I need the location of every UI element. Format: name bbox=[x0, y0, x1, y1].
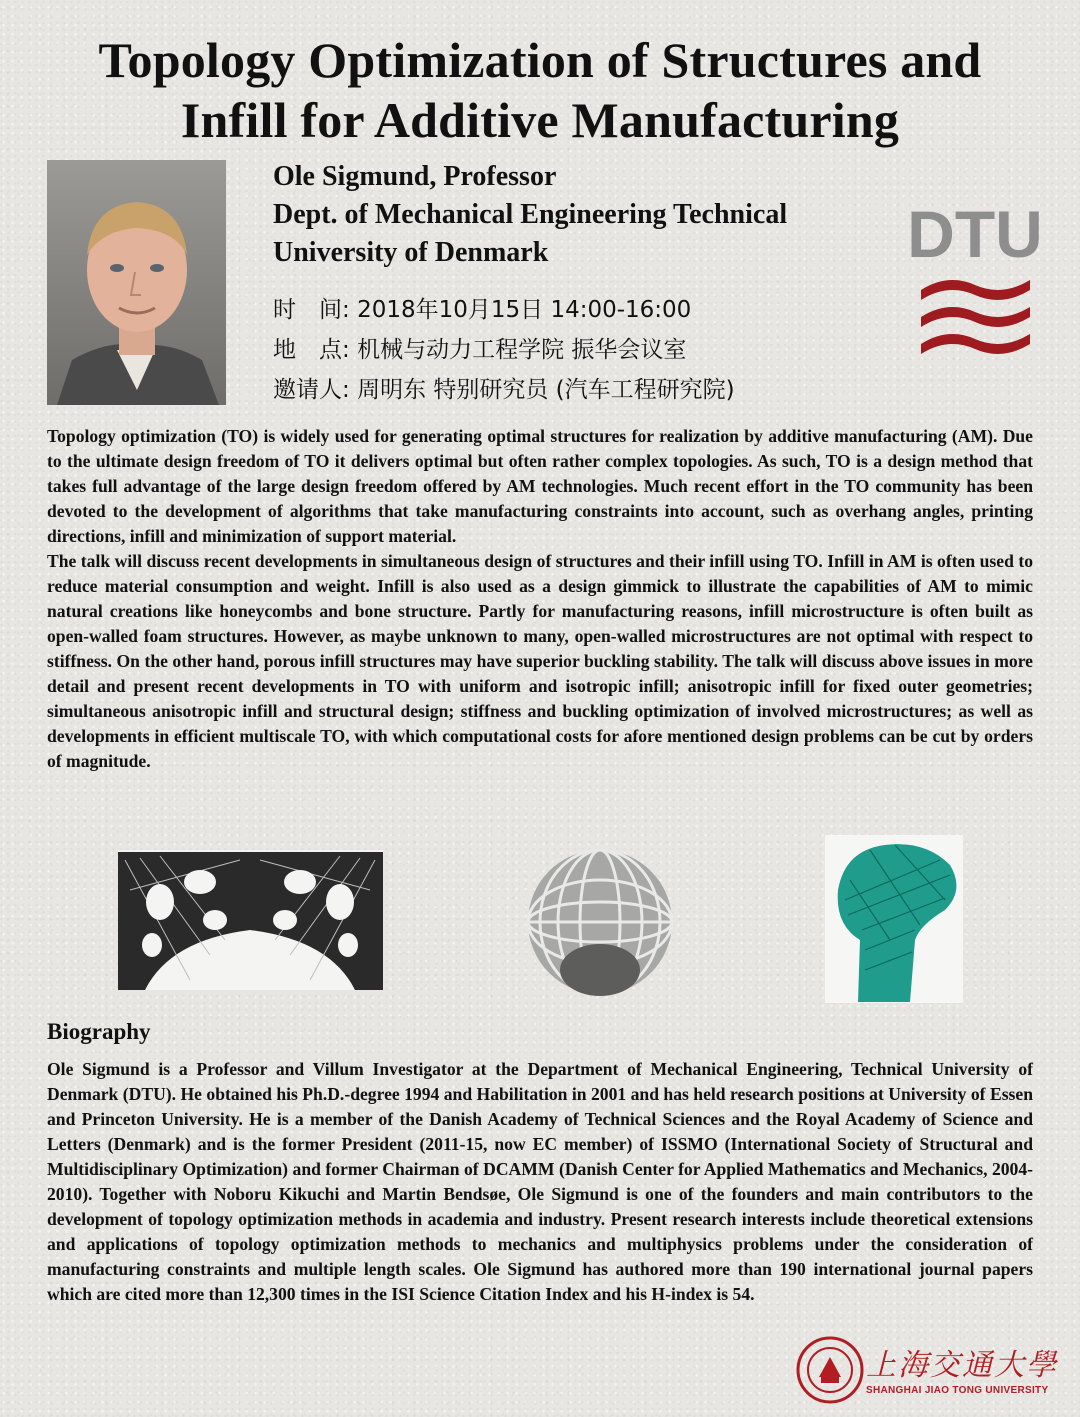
sjtu-name-en: SHANGHAI JIAO TONG UNIVERSITY bbox=[866, 1385, 1049, 1396]
speaker-photo bbox=[47, 160, 226, 405]
sjtu-name-cn: 上海交通大學 bbox=[866, 1348, 1058, 1383]
dtu-logo-text: DTU bbox=[907, 197, 1043, 271]
host-label: 邀请人: bbox=[273, 377, 350, 403]
poster-title bbox=[0, 30, 1080, 150]
dtu-logo bbox=[907, 195, 1043, 365]
abstract bbox=[47, 424, 1033, 774]
host-row bbox=[273, 370, 735, 410]
femur-infill-image bbox=[825, 835, 963, 1003]
dtu-wave-icon bbox=[921, 280, 1030, 354]
abstract-paragraph-1: Topology optimization (TO) is widely used for generating optimal structures for realization by additive manufacturing (AM). Due to the ultimate design freedom of TO it delivers optimal but often rather complex topologies. As such, TO is a design method that takes full advantage of the large design freedom offered by AM technologies. Much recent effort in the TO community has been devoted to the development of algorithms that take manufacturing constraints into account, such as overhang angles, printing directions, infill and minimization of support material. bbox=[47, 426, 1033, 546]
time-label: 时 间: bbox=[273, 297, 350, 323]
figure-row bbox=[0, 830, 1080, 1010]
biography-text: Ole Sigmund is a Professor and Villum Investigator at the Department of Mechanical Engineering, Technical University of Denmark (DTU). He obtained his Ph.D.-degree 1994 and Habilitation in 2001 and has held research positions at University of Essen and Princeton University. He is a member of the Danish Academy of Technical Sciences and the Royal Academy of Science and Letters (Denmark) and is the former President (2011-15, now EC member) of ISSMO (International Society of Structural and Multidisciplinary Optimization) and former Chairman of DCAMM (Danish Center for Applied Mathematics and Mechanics, 2004-2010). Together with Noboru Kikuchi and Martin Bendsøe, Ole Sigmund is one of the founders and main contributors to the development of topology optimization methods in academia and industry. Present research interests include theoretical extensions and applications of topology optimization methods to mechanics and multiphysics problems under the consideration of manufacturing constraints and multiple length scales. Ole Sigmund has authored more than 190 international journal papers which are cited more than 12,300 times in the ISI Science Citation Index and his H-index is 54. bbox=[47, 1059, 1033, 1304]
title-line-1: Topology Optimization of Structures and bbox=[98, 32, 982, 88]
speaker-name: Ole Sigmund, Professor bbox=[273, 161, 557, 192]
topology-beam-image bbox=[118, 850, 383, 990]
lattice-sphere-image bbox=[528, 850, 672, 996]
host-value: 周明东 特别研究员 (汽车工程研究院) bbox=[357, 377, 735, 403]
speaker-dept-line-2: University of Denmark bbox=[273, 237, 549, 268]
place-value: 机械与动力工程学院 振华会议室 bbox=[357, 337, 687, 363]
title-line-2: Infill for Additive Manufacturing bbox=[180, 92, 900, 148]
event-details bbox=[273, 290, 735, 410]
biography-heading: Biography bbox=[47, 1019, 151, 1044]
sjtu-seal-icon bbox=[795, 1335, 865, 1405]
place-row bbox=[273, 330, 735, 370]
place-label: 地 点: bbox=[273, 337, 350, 363]
speaker-info bbox=[273, 158, 787, 272]
abstract-paragraph-2: The talk will discuss recent developments in simultaneous design of structures and their infill using TO. Infill in AM is often used to reduce material consumption and weight. Infill is also used as a design gimmick to illustrate the capabilities of AM to mimic natural creations like honeycombs and bone structure. Partly for manufacturing reasons, infill microstructure is often built as open-walled foam structures. However, as maybe unknown to many, open-walled microstructures are not optimal with respect to stiffness. On the other hand, porous infill structures may have superior buckling stability. The talk will discuss above issues in more detail and present recent developments in TO with uniform and isotropic infill; anisotropic infill for fixed outer geometries; simultaneous anisotropic infill and structural design; stiffness and buckling optimization of involved microstructures; as well as developments in efficient multiscale TO, with which computational costs for afore mentioned design problems can be cut by orders of magnitude. bbox=[47, 551, 1033, 771]
time-row bbox=[273, 290, 735, 330]
time-value: 2018年10月15日 14:00-16:00 bbox=[357, 297, 692, 323]
speaker-dept-line-1: Dept. of Mechanical Engineering Technical bbox=[273, 199, 788, 230]
